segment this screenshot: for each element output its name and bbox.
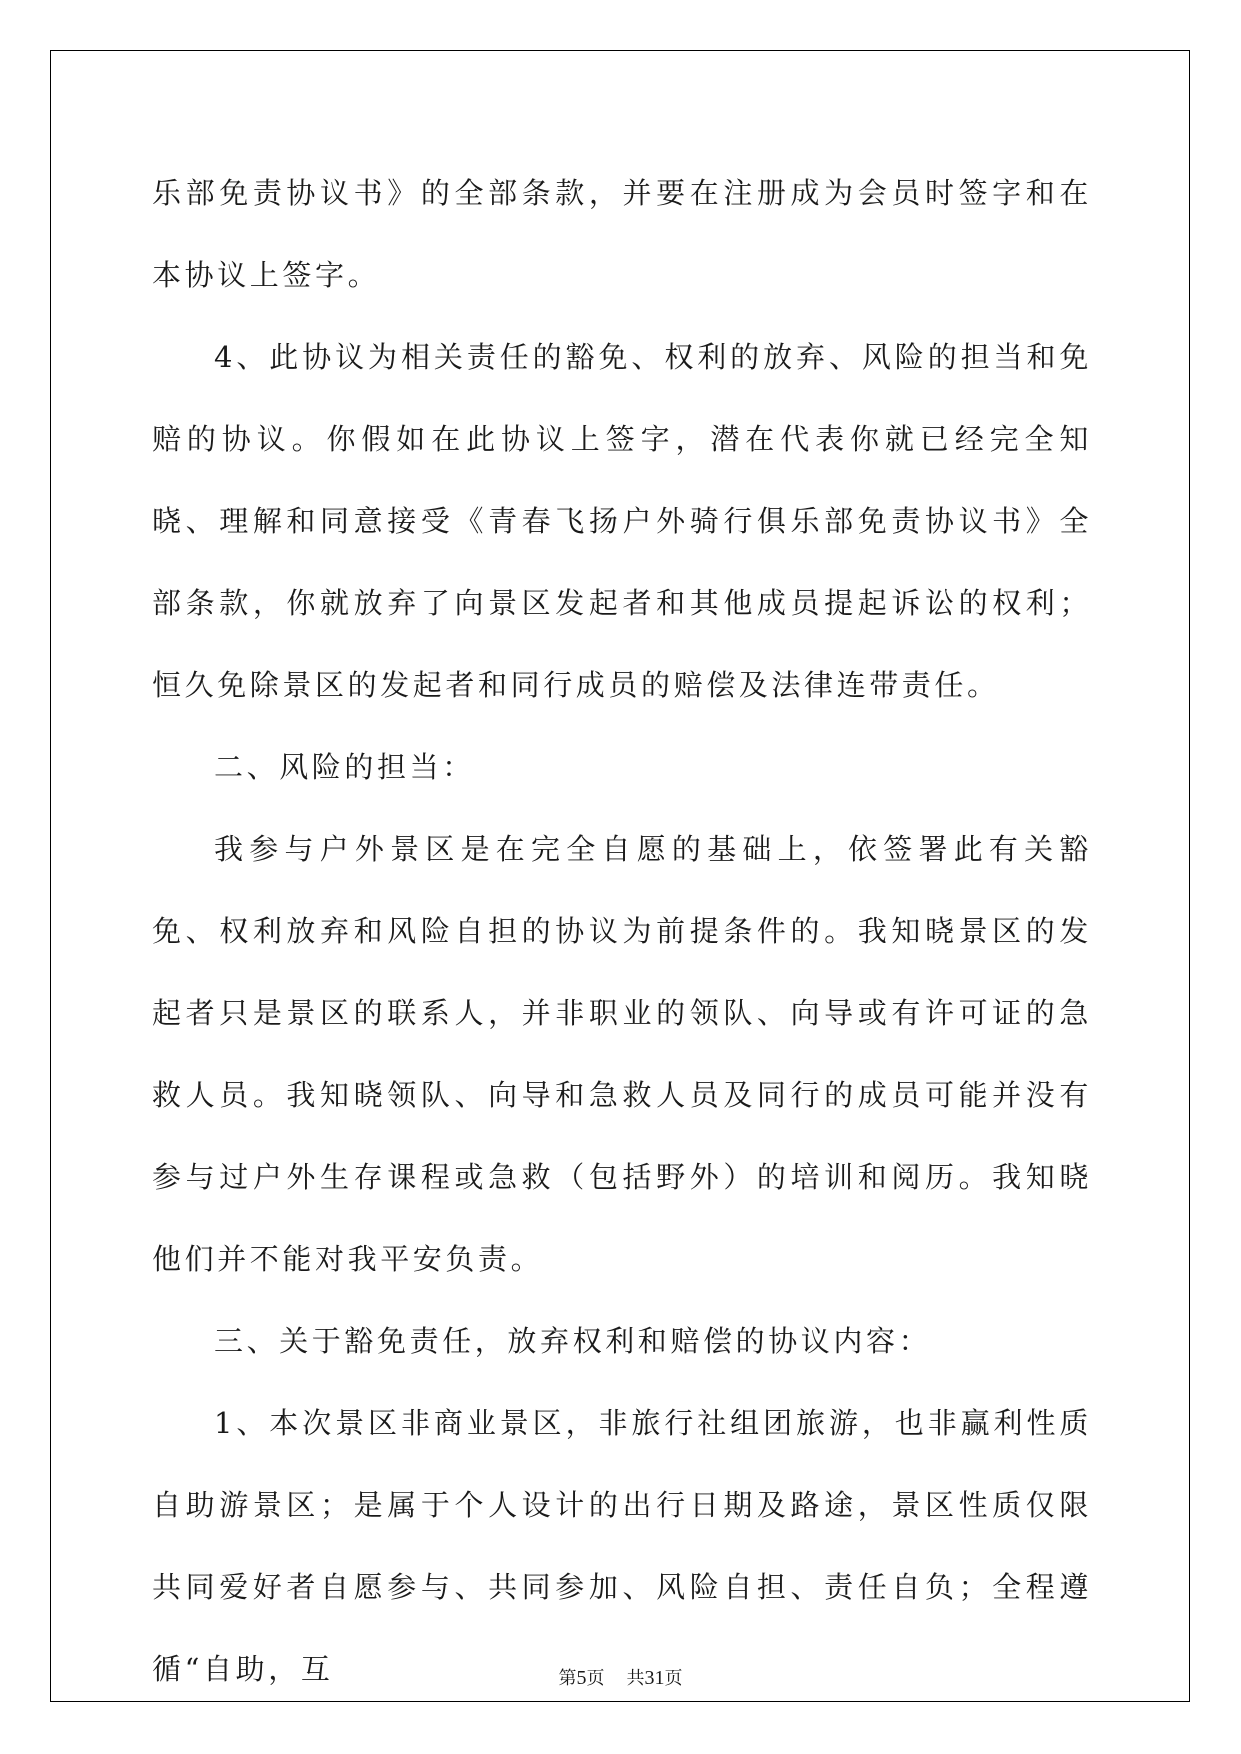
paragraph: 乐部免责协议书》的全部条款，并要在注册成为会员时签字和在本协议上签字。 bbox=[152, 176, 1092, 292]
paragraph: 1、本次景区非商业景区，非旅行社组团旅游，也非赢利性质自助游景区；是属于个人设计的出行日期及路途，景区性质仅限共同爱好者自愿参与、共同参加、风险自担、责任自负；全程遵循“自助，互 bbox=[152, 1406, 1092, 1686]
total-label-suffix: 页 bbox=[664, 1668, 683, 1689]
page-footer bbox=[0, 1666, 1241, 1691]
total-label-prefix: 共 bbox=[626, 1668, 645, 1689]
page-label-suffix: 页 bbox=[586, 1668, 605, 1689]
total-pages: 31 bbox=[644, 1667, 665, 1689]
paragraph: 4、此协议为相关责任的豁免、权利的放弃、风险的担当和免赔的协议。你假如在此协议上签字，潜在代表你就已经完全知晓、理解和同意接受《青春飞扬户外骑行俱乐部免责协议书》全部条款，你就放弃了向景区发起者和其他成员提起诉讼的权利；恒久免除景区的发起者和同行成员的赔偿及法律连带责任。 bbox=[152, 340, 1092, 702]
paragraph: 我参与户外景区是在完全自愿的基础上，依签署此有关豁免、权利放弃和风险自担的协议为前提条件的。我知晓景区的发起者只是景区的联系人，并非职业的领队、向导或有许可证的急救人员。我知晓领队、向导和急救人员及同行的成员可能并没有参与过户外生存课程或急救（包括野外）的培训和阅历。我知晓他们并不能对我平安负责。 bbox=[152, 832, 1092, 1276]
section-heading: 三、关于豁免责任，放弃权利和赔偿的协议内容： bbox=[214, 1324, 932, 1358]
document-body bbox=[152, 152, 1092, 1710]
page-number: 5 bbox=[576, 1667, 587, 1689]
page-label-prefix: 第 bbox=[558, 1668, 577, 1689]
section-heading: 二、风险的担当： bbox=[214, 750, 475, 784]
